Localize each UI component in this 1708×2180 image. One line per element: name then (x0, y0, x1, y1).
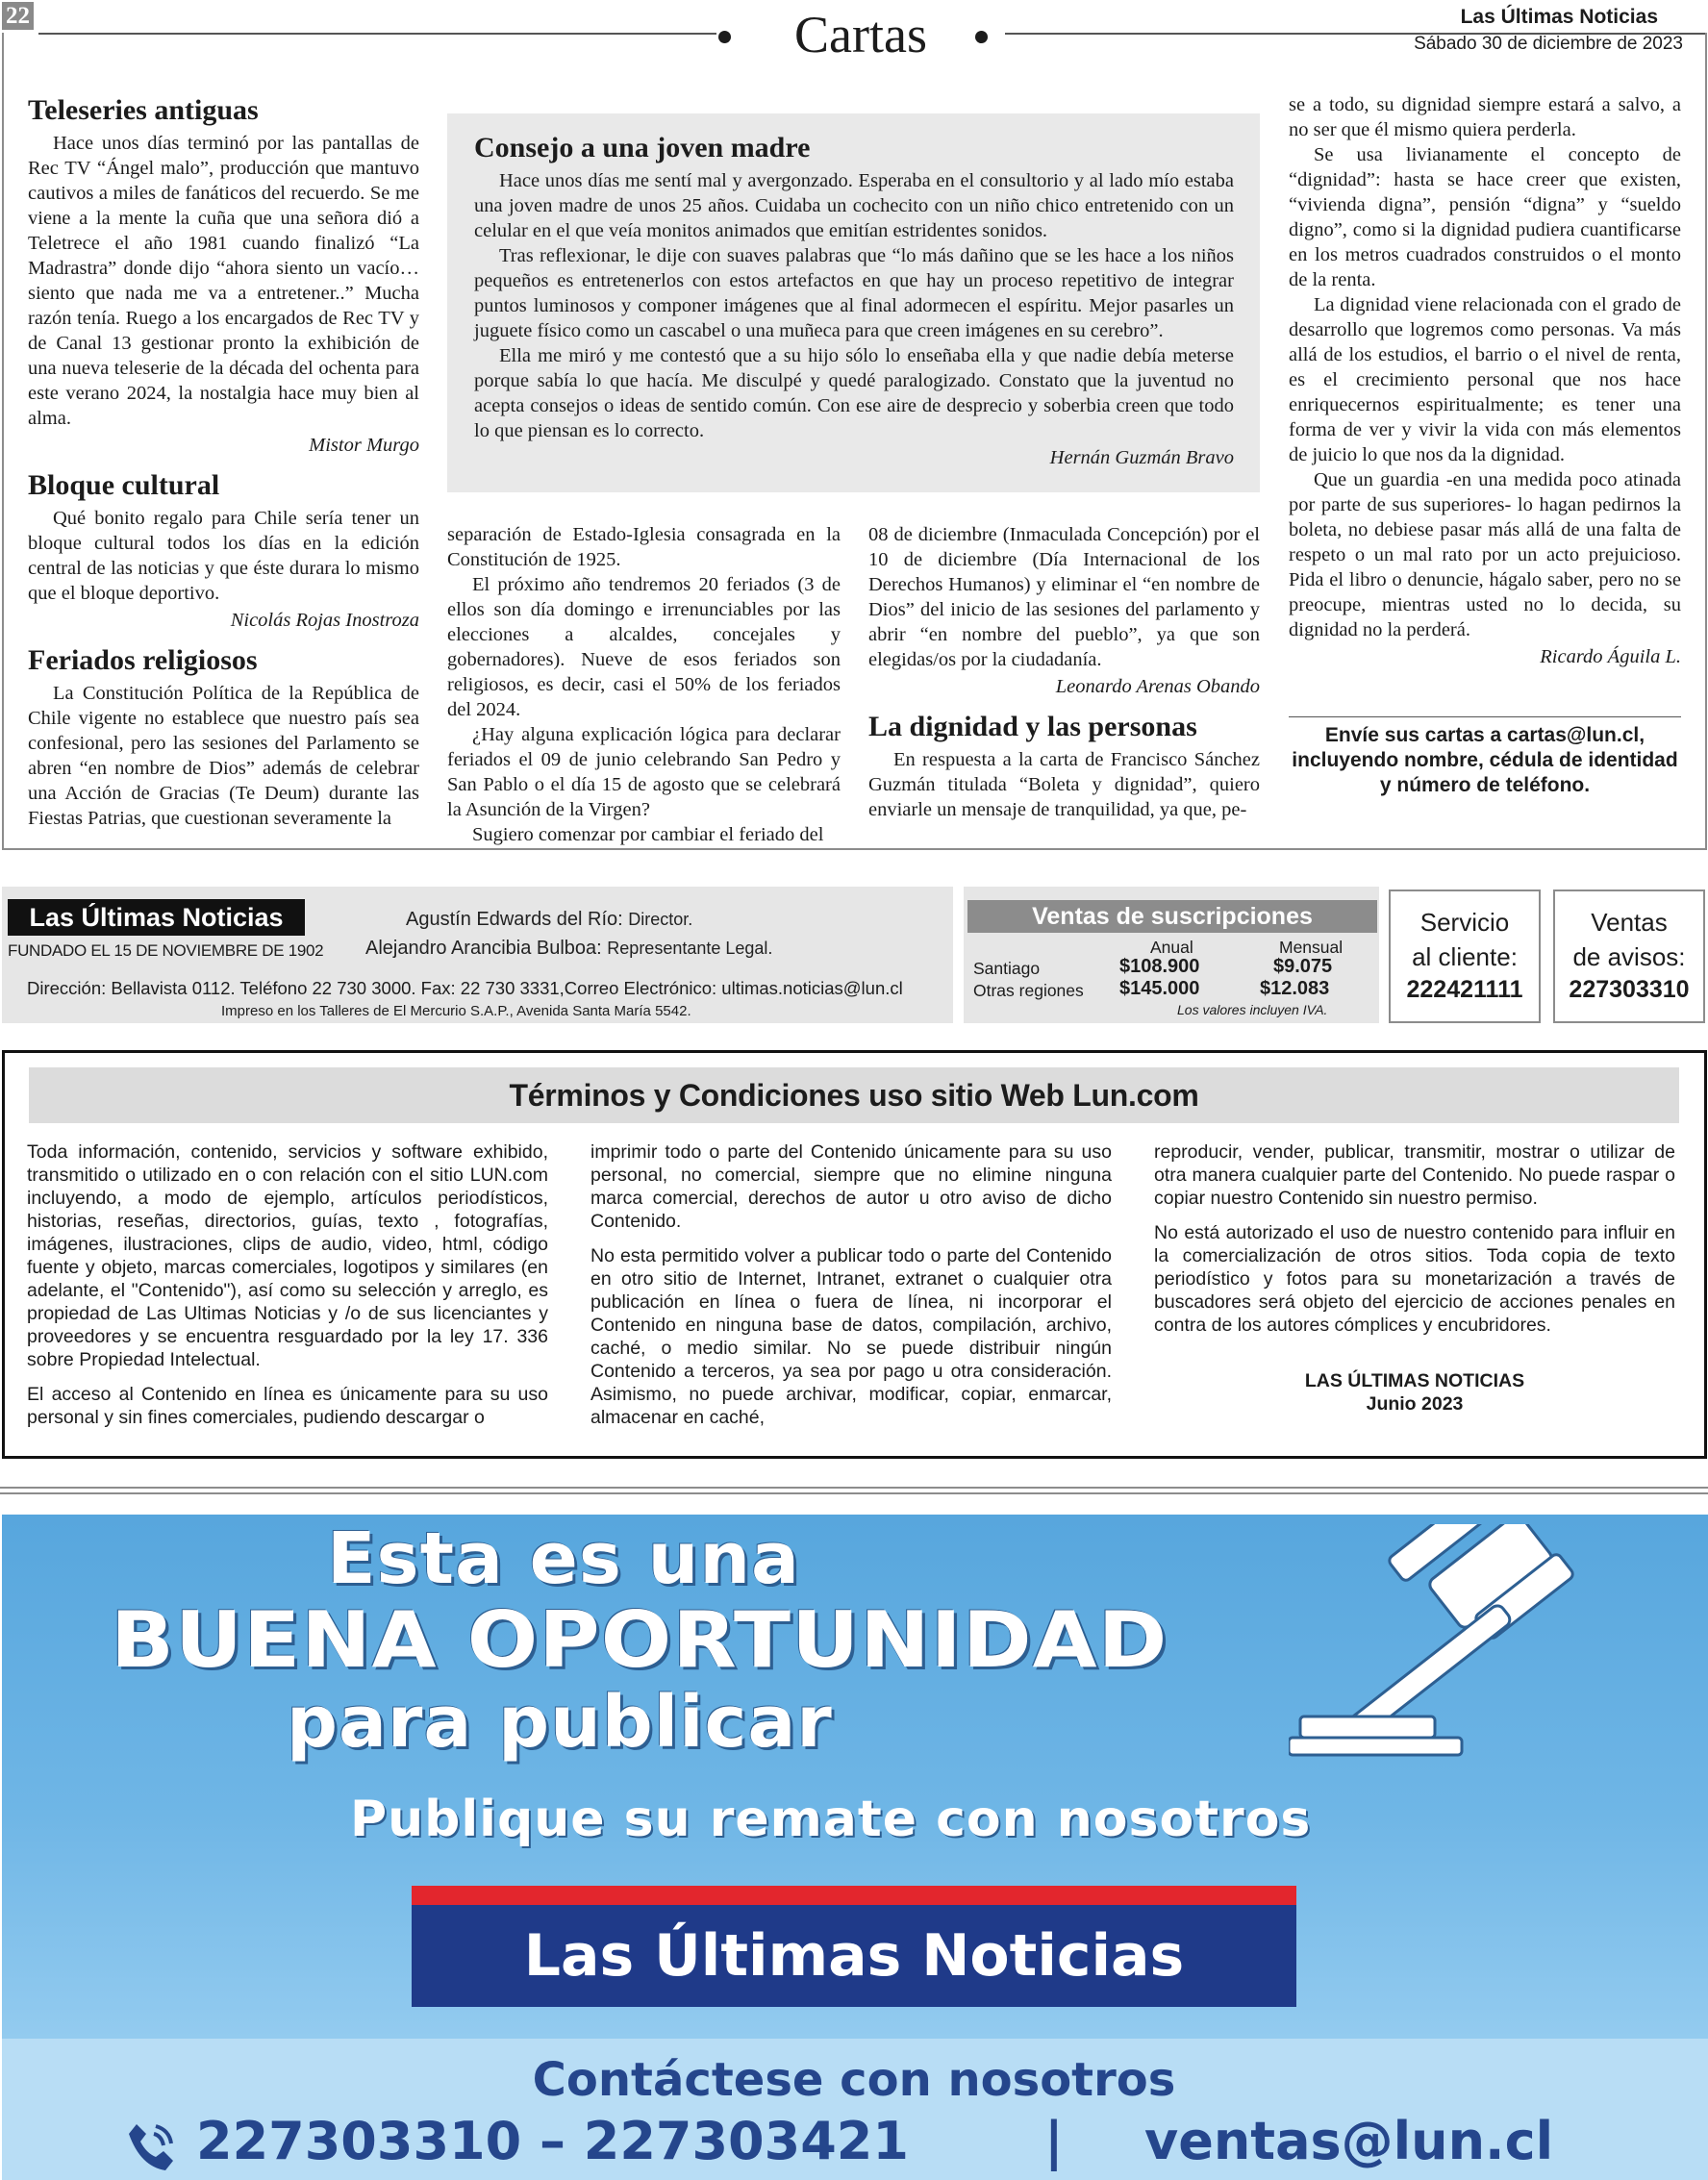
column-2 (447, 522, 841, 847)
letter-body: Hace unos días terminó por las pantallas de Rec TV “Ángel malo”, producción que mantuvo cautivos a miles de fanáticos del recuerdo. Se me viene a la mente la cuña que una señora dió a Teletrece el año 1981 cuando finalizó “La Madrastra” donde dijo “ahora siento un vacío… siento que nada me va a entretener..” Mucha razón tenía. Ruego a los encargados de Rec TV y de Canal 13 gestionar pronto la exhibición de una nueva teleserie de la década del ochenta para este verano 2024, la nostalgia hace muy bien al alma. (28, 133, 419, 429)
page-number: 22 (2, 2, 34, 30)
letter-bloque-cultural (28, 467, 419, 633)
phone-icon (123, 2118, 179, 2174)
ads-label: de avisos: (1572, 942, 1686, 971)
ad-line-2: BUENA OPORTUNIDAD (111, 1595, 1168, 1685)
ads-sales-box (1553, 890, 1705, 1023)
ad-line-4: Publique su remate con nosotros (350, 1791, 1312, 1848)
letter-paragraph: Sugiero comenzar por cambiar el feriado del (472, 824, 824, 845)
terms-paragraph: reproducir, vender, publicar, transmitir, mostrar o utilizar de otra manera cualquier parte del Contenido. No puede raspar o copiar nuestro Contenido sin nuestro permiso. (1154, 1141, 1675, 1209)
ad-phones: 227303310 – 227303421 (196, 2111, 909, 2171)
col-annual: Anual (1150, 938, 1193, 957)
letter-paragraph: La dignidad viene relacionada con el grado de desarrollo que logremos como personas. Va más allá de los estudios, el barrio o el nivel de renta, es el crecimiento personal que nos hace enriquecernos espiritualmente; es tener una forma de ver y vivir la vida con más elementos de juicio lo que nos da la dignidad. (1289, 294, 1681, 465)
letter-title: Teleseries antiguas (28, 94, 259, 126)
letter-signature: Leonardo Arenas Obando (1055, 676, 1260, 697)
divider-line (0, 1492, 1708, 1494)
sub-annual-price: $108.900 (1119, 956, 1200, 977)
terms-paragraph: No está autorizado el uso de nuestro contenido para influir en la comercialización de otros sitios. Toda copia de texto periodístico y fotos para su monetarización a través de buscadores será objeto del ejercicio de acciones penales en contra de los autores cómplices y encubridores. (1154, 1222, 1675, 1336)
legal-rep-name: Alejandro Arancibia Bulboa: (365, 938, 602, 959)
letter-body: Qué bonito regalo para Chile sería tener un bloque cultural todos los días en la edición central de las noticias y que éste durara lo mismo que el bloque deportivo. (28, 508, 419, 604)
terms-paragraph: Toda información, contenido, servicios y software exhibido, transmitido o utilizado en o con relación con el sitio LUN.com incluyendo, a modo de ejemplo, artículos periodísticos, historias, reseñas, directorios, guías, texto , fotografías, imágenes, ilustraciones, clips de audio, video, html, código fuente y objeto, marcas comerciales, logotipos y similares (en adelante, el "Contenido"), así como su selección y arreglo, es propiedad de Las Ultimas Noticias y /o de sus licenciantes y proveedores y se encuentra resguardado por la ley 17. 336 sobre Propiedad Intelectual. (27, 1141, 548, 1370)
column-4 (1289, 92, 1681, 679)
subscriptions-title: Ventas de suscripciones (967, 900, 1377, 933)
sub-region: Otras regiones (973, 981, 1084, 1000)
letter-paragraph: se a todo, su dignidad siempre estará a salvo, a no ser que él mismo quiera perderla. (1289, 94, 1681, 140)
masthead-address: Dirección: Bellavista 0112. Teléfono 22 730 3000. Fax: 22 730 3331,Correo Electrónico: ultimas.noticias@lun.cl (27, 978, 903, 998)
terms-paragraph: No esta permitido volver a publicar todo o parte del Contenido en otro sitio de Internet, Intranet, extranet o cualquier otra publicación en línea o fuera de línea, ni incorporar el Contenido en ninguna base de datos, compilación, archivo, caché, o medio similar. No se puede distribuir ningún Contenido a terceros, ya sea por pago u otra consideración. Asimismo, no puede archivar, modificar, copiar, enmarcar, almacenar en caché, (590, 1245, 1112, 1428)
masthead-logo: Las Últimas Noticias (8, 899, 305, 936)
ad-line-3: para publicar (287, 1681, 833, 1764)
sub-annual-price: $145.000 (1119, 978, 1200, 999)
masthead-staff (365, 905, 772, 963)
letter-paragraph: Ella me miró y me contestó que a su hijo sólo lo enseñaba ella y que nadie debía meterse porque sabía lo que hacía. Me disculpé y quedé paralogizado. Constato que la juventud no acepta consejos o ideas de sentido común. Con ese aire de desprecio y soberbia creen que todo lo que piensan es lo correcto. (474, 345, 1234, 441)
letter-title: Feriados religiosos (28, 644, 258, 676)
founded-line: FUNDADO EL 15 DE NOVIEMBRE DE 1902 (8, 941, 324, 960)
letter-paragraph: Se usa livianamente el concepto de “dignidad”: hasta se hace creer que existen, “vivienda digna”, pensión “digna” y “sueldo digno”, como si la dignidad pudiera cuantificarse en los metros cuadrados construidos o el monto de la renta. (1289, 144, 1681, 290)
terms-paragraph: imprimir todo o parte del Contenido únicamente para su uso personal, no comercial, siempre que no elimine ninguna marca comercial, derechos de autor u otro aviso de dicho Contenido. (590, 1141, 1112, 1232)
ads-label: Ventas (1591, 908, 1668, 937)
newspaper-name: Las Últimas Noticias (1460, 6, 1658, 28)
letter-consejo (474, 130, 1234, 480)
letter-paragraph: 08 de diciembre (Inmaculada Concepción) por el 10 de diciembre (Día Internacional de los Derechos Humanos) y eliminar el “en nombre de Dios” del inicio de las sesiones del parlamento y abrir “en nombre del pueblo”, ya que son elegidas/os por la ciudadanía. (868, 524, 1260, 670)
legal-rep-role: Representante Legal. (607, 939, 773, 958)
gavel-icon (1289, 1524, 1616, 1774)
terms-column-3 (1154, 1140, 1675, 1416)
letter-signature: Hernán Guzmán Bravo (1049, 447, 1234, 468)
service-label: Servicio (1419, 908, 1510, 937)
director-role: Director. (628, 910, 693, 929)
letter-title: Bloque cultural (28, 469, 220, 501)
letter-paragraph: ¿Hay alguna explicación lógica para declarar feriados el 09 de junio celebrando San Pedro y San Pablo o el día 15 de agosto que se celebrará la Asunción de la Virgen? (447, 724, 841, 820)
letter-title: Consejo a una joven madre (474, 132, 811, 163)
letter-paragraph: separación de Estado-Iglesia consagrada en la Constitución de 1925. (447, 524, 841, 570)
subscriptions-note: Los valores incluyen IVA. (1177, 1002, 1328, 1017)
send-note-rule (1289, 716, 1681, 717)
col-monthly: Mensual (1279, 938, 1344, 957)
divider-line (0, 1487, 1708, 1489)
director-name: Agustín Edwards del Río: (406, 909, 623, 930)
column-3 (868, 522, 1260, 822)
printer-line: Impreso en los Talleres de El Mercurio S.A.P., Avenida Santa María 5542. (221, 1003, 691, 1019)
terms-title: Términos y Condiciones uso sitio Web Lun.com (509, 1078, 1199, 1113)
terms-paragraph: El acceso al Contenido en línea es únicamente para su uso personal y sin fines comerciales, pudiendo descargar o (27, 1384, 548, 1428)
letter-teleseries (28, 92, 419, 458)
letter-paragraph: El próximo año tendremos 20 feriados (3 de ellos son día domingo e irrenunciables por las elecciones a alcaldes, concejales y gobernadores). Nueve de esos feriados son religiosos, es decir, casi el 50% de los feriados del 2024. (447, 574, 841, 720)
letter-paragraph: En respuesta a la carta de Francisco Sánchez Guzmán titulada “Boleta y dignidad”, quiero enviarle un mensaje de tranquilidad, ya que, pe- (868, 749, 1260, 820)
letter-paragraph: Hace unos días me sentí mal y avergonzado. Esperaba en el consultorio y al lado mío estaba una joven madre de unos 25 años. Cuidaba un cochecito con un niño chico entretenido con un celular en el que veía monitos animados que emitían estridentes sonidos. (474, 170, 1234, 241)
ad-logo: Las Últimas Noticias (412, 1905, 1296, 2007)
service-label: al cliente: (1412, 942, 1518, 971)
letter-signature: Mistor Murgo (309, 435, 419, 456)
terms-signature: LAS ÚLTIMAS NOTICIAS (1304, 1370, 1525, 1391)
customer-service-box (1389, 890, 1541, 1023)
letter-paragraph: Tras reflexionar, le dije con suaves palabras que “lo más dañino que se les hace a los niños pequeños es entretenerlos con estos artefactos en que hay un proceso repetitivo de integrar puntos luminosos y componer imágenes que al final adormecen el espíritu. Mejor pasarles un juguete físico como un cascabel o una muñeca para que creen imágenes en su cerebro”. (474, 245, 1234, 341)
letter-feriados (28, 642, 419, 831)
send-letters-note: Envíe sus cartas a cartas@lun.cl, incluyendo nombre, cédula de identidad y número de teléfono. (1292, 724, 1678, 796)
terms-date: Junio 2023 (1366, 1393, 1464, 1415)
letter-paragraph: Que un guardia -en una medida poco atinada por parte de sus superiores- lo hagan pedirnos la boleta, no debiese pasar más allá de una falta de respeto o un mal rato por un acto prejuicioso. Pida el libro o denuncie, hágalo saber, pero no se preocupe, mientras usted no lo decida, su dignidad no la perderá. (1289, 469, 1681, 640)
letter-signature: Nicolás Rojas Inostroza (230, 610, 419, 631)
terms-column-1 (27, 1140, 548, 1441)
section-title: Cartas (716, 2, 1005, 67)
ad-separator: | (1044, 2111, 1064, 2171)
sub-monthly-price: $12.083 (1260, 978, 1330, 999)
service-phone: 222421111 (1406, 976, 1523, 1003)
issue-date: Sábado 30 de diciembre de 2023 (1414, 34, 1683, 54)
ad-contact-heading: Contáctese con nosotros (532, 2053, 1176, 2107)
letter-title: La dignidad y las personas (868, 711, 1197, 742)
ad-email: ventas@lun.cl (1144, 2111, 1554, 2171)
ads-phone: 227303310 (1569, 976, 1690, 1003)
letter-signature: Ricardo Águila L. (1540, 646, 1681, 667)
sub-region: Santiago (973, 959, 1041, 978)
column-1 (28, 92, 419, 831)
terms-column-2 (590, 1140, 1112, 1441)
ad-logo-red-bar (412, 1886, 1296, 1905)
sub-monthly-price: $9.075 (1273, 956, 1333, 977)
ad-line-1: Esta es una (327, 1517, 800, 1600)
letter-body: La Constitución Política de la República de Chile vigente no establece que nuestro país sea confesional, pero las sesiones del Parlamento se abren “en nombre de Dios” además de celebrar una Acción de Gracias (Te Deum) durante las Fiestas Patrias, que cuestionan severamente la (28, 683, 419, 829)
